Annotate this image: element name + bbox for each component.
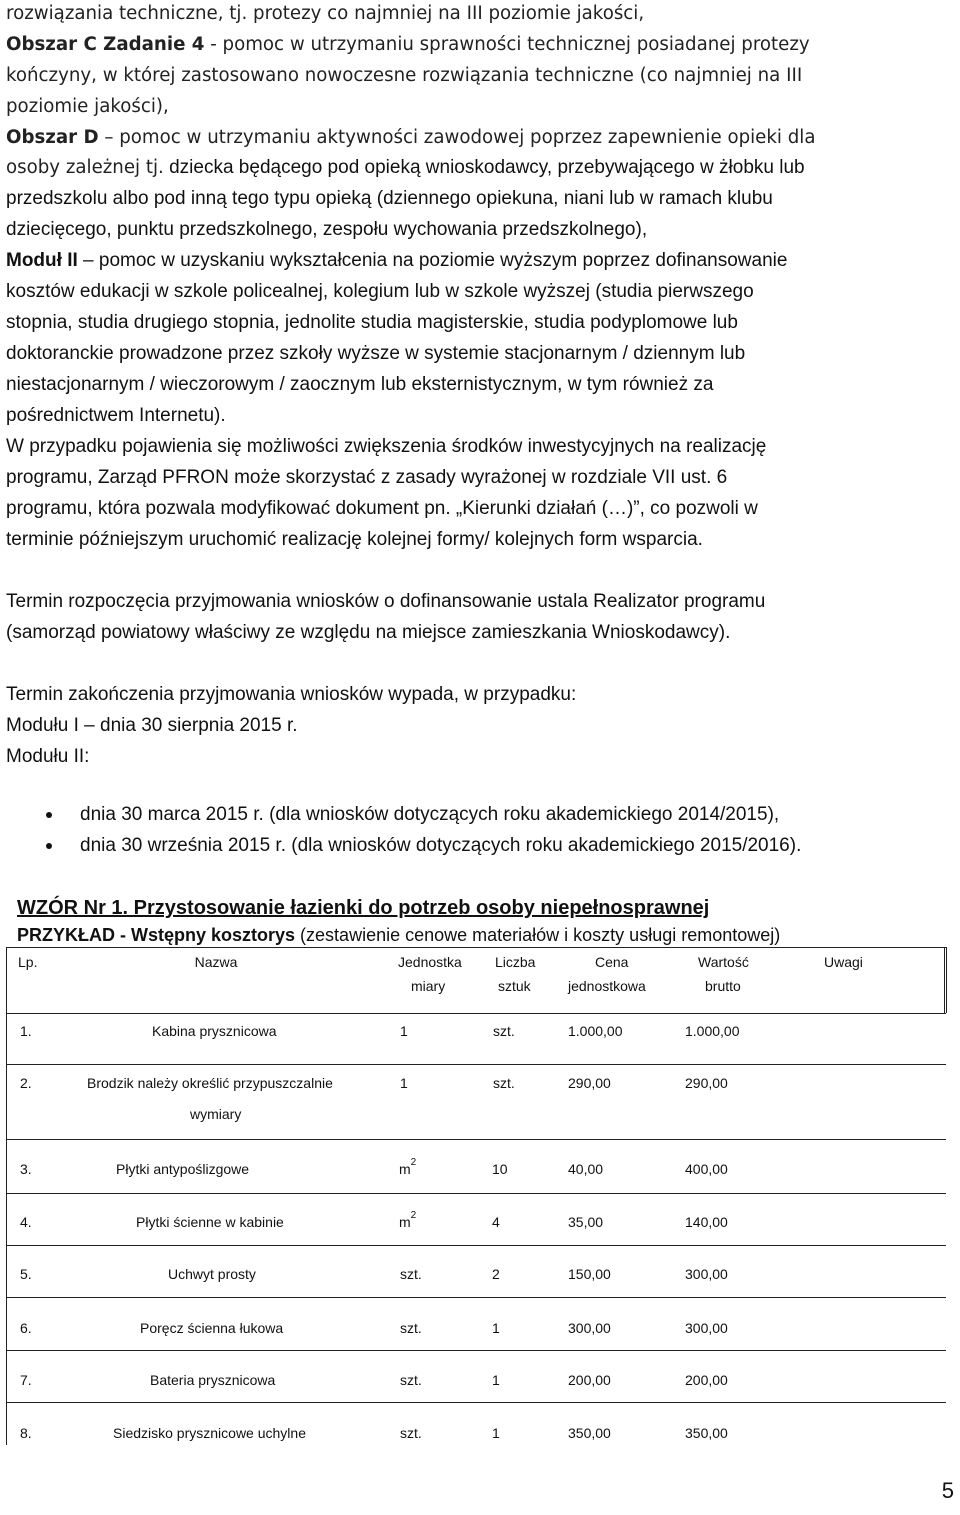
table-cell: 290,00 [568,1075,611,1091]
text-line: niestacjonarnym / wieczorowym / zaocznym lub eksternistycznym, w tym również za [6,374,714,395]
text-line: programu, która pozwala modyfikować dokument pn. „Kierunki działań (…)”, co pozwoli w [6,498,758,519]
text-span: dziecka będącego pod opieką wnioskodawcy, przebywającego w żłobku lub [163,157,805,178]
bullet-item: dnia 30 września 2015 r. (dla wniosków dotyczących roku akademickiego 2015/2016). [80,835,802,856]
page-number: 5 [941,1478,954,1503]
text-span: osoby zależnej tj. [6,157,164,178]
unit-text: m [399,1214,411,1230]
table-cell: 200,00 [685,1372,728,1388]
table-cell: szt. [400,1266,422,1282]
table-border [946,947,947,1013]
text-line: terminie późniejszym uruchomić realizację kolejnej formy/ kolejnych form wsparcia. [6,529,703,550]
table-cell: 40,00 [568,1161,604,1177]
text-line [6,156,805,180]
table-cell: 300,00 [685,1266,728,1282]
table-cell: 10 [492,1161,508,1177]
header-jednostkowa: jednostkowa [568,978,646,994]
text-line: Modułu I – dnia 30 sierpnia 2015 r. [6,715,298,736]
text-line: kończyny, w której zastosowano nowoczesne rozwiązania techniczne (co najmniej na III [6,65,803,86]
row-divider [6,1245,946,1246]
header-miary: miary [411,978,446,994]
table-cell: 2. [20,1075,32,1091]
table-cell: 290,00 [685,1075,728,1091]
text-line: pośrednictwem Internetu). [6,405,226,426]
text-line: W przypadku pojawienia się możliwości zwiększenia środków inwestycyjnych na realizację [6,436,767,457]
text-line [6,126,815,150]
table-cell: 4 [492,1214,500,1230]
header-uwagi: Uwagi [824,954,863,970]
text-line [6,33,810,57]
table-cell: 1 [492,1372,500,1388]
header-lp: Lp. [18,954,38,970]
table-cell: 8. [20,1425,32,1441]
text-span: – pomoc w utrzymaniu aktywności zawodowej poprzez zapewnienie opieki dla [98,127,816,148]
text-line: stopnia, studia drugiego stopnia, jednolite studia magisterskie, studia podyplomowe lub [6,312,738,333]
table-cell: 35,00 [568,1214,604,1230]
table-cell: 300,00 [685,1320,728,1336]
text-line: programu, Zarząd PFRON może skorzystać z zasady wyrażonej w rozdziale VII ust. 6 [6,467,728,488]
table-cell: Bateria prysznicowa [150,1372,276,1388]
table-cell: 200,00 [568,1372,611,1388]
text-line: Termin zakończenia przyjmowania wniosków wypada, w przypadku: [6,684,577,705]
obszar-d-label: Obszar D [6,127,99,148]
section-subtitle [17,924,780,946]
table-border [6,947,946,948]
table-cell: 4. [20,1214,32,1230]
header-nazwa: Nazwa [194,954,238,970]
unit-superscript: 2 [410,1210,417,1221]
bullet-icon [46,812,52,818]
text-line: Termin rozpoczęcia przyjmowania wniosków o dofinansowanie ustala Realizator programu [6,591,766,612]
table-cell: 1 [492,1320,500,1336]
subtitle-bold: PRZYKŁAD - Wstępny kosztorys [17,925,296,945]
text-line [6,249,787,273]
row-divider [6,1350,946,1351]
table-cell: 3. [20,1161,32,1177]
section-title: WZÓR Nr 1. Przystosowanie łazienki do potrzeb osoby niepełnosprawnej [17,897,710,919]
unit-text: m [399,1161,411,1177]
text-span: - pomoc w utrzymaniu sprawności technicznej posiadanej protezy [204,34,810,55]
table-cell: 1.000,00 [685,1023,740,1039]
table-cell: 140,00 [685,1214,728,1230]
table-cell: wymiary [190,1106,242,1122]
table-border [6,1013,946,1014]
row-divider [6,1193,946,1194]
header-cena: Cena [595,954,629,970]
text-line: rozwiązania techniczne, tj. protezy co najmniej na III poziomie jakości, [6,3,645,24]
subtitle-rest: (zestawienie cenowe materiałów i koszty usługi remontowej) [295,925,781,945]
table-cell: 150,00 [568,1266,611,1282]
header-sztuk: sztuk [498,978,531,994]
header-jednostka: Jednostka [398,954,462,970]
table-cell: Płytki antypoślizgowe [116,1161,250,1177]
table-cell: 400,00 [685,1161,728,1177]
row-divider [6,1064,946,1065]
table-cell: Płytki ścienne w kabinie [136,1214,284,1230]
table-cell: Uchwyt prosty [168,1266,256,1282]
cost-estimate-table [6,947,946,1445]
table-cell: 1 [400,1023,408,1039]
table-cell: szt. [493,1023,515,1039]
text-line: kosztów edukacji w szkole policealnej, kolegium lub w szkole wyższej (studia pierwszego [6,281,754,302]
obszar-c-label: Obszar C Zadanie 4 [6,34,205,55]
table-cell: 6. [20,1320,32,1336]
table-cell: 1.000,00 [568,1023,623,1039]
table-cell: szt. [400,1320,422,1336]
row-divider [6,1297,946,1298]
table-cell: 300,00 [568,1320,611,1336]
table-cell: szt. [400,1425,422,1441]
header-liczba: Liczba [495,954,536,970]
table-cell: 5. [20,1266,32,1282]
table-cell: szt. [493,1075,515,1091]
text-line: (samorząd powiatowy właściwy ze względu na miejsce zamieszkania Wnioskodawcy). [6,622,731,643]
table-cell: Poręcz ścienna łukowa [140,1320,284,1336]
modul-ii-label: Moduł II [6,250,78,271]
bullet-icon [46,843,52,849]
table-cell: 7. [20,1372,32,1388]
table-cell [399,1211,416,1233]
table-cell: Siedzisko prysznicowe uchylne [113,1425,306,1441]
table-cell [399,1158,416,1180]
table-cell: 350,00 [568,1425,611,1441]
text-line: przedszkolu albo pod inną tego typu opieką (dziennego opiekuna, niani lub w ramach klubu [6,188,773,209]
row-divider [6,1139,946,1140]
bullet-item: dnia 30 marca 2015 r. (dla wniosków dotyczących roku akademickiego 2014/2015), [80,804,780,825]
table-cell: Kabina prysznicowa [152,1023,277,1039]
text-line: dziecięcego, punktu przedszkolnego, zespołu wychowania przedszkolnego), [6,219,648,240]
text-line: Modułu II: [6,746,90,767]
table-cell: szt. [400,1372,422,1388]
text-span: – pomoc w uzyskaniu wykształcenia na poziomie wyższym poprzez dofinansowanie [77,250,788,271]
table-cell: Brodzik należy określić przypuszczalnie [87,1075,333,1091]
table-border [944,947,945,1013]
table-border [6,947,7,1445]
header-brutto: brutto [705,978,741,994]
table-cell: 1 [400,1075,408,1091]
table-cell: 350,00 [685,1425,728,1441]
text-line: poziomie jakości), [6,96,169,117]
table-cell: 1 [492,1425,500,1441]
text-line: doktoranckie prowadzone przez szkoły wyższe w systemie stacjonarnym / dziennym lub [6,343,746,364]
header-wartosc: Wartość [698,954,749,970]
table-cell: 1. [20,1023,32,1039]
table-cell: 2 [492,1266,500,1282]
row-divider [6,1402,946,1403]
unit-superscript: 2 [410,1157,417,1168]
